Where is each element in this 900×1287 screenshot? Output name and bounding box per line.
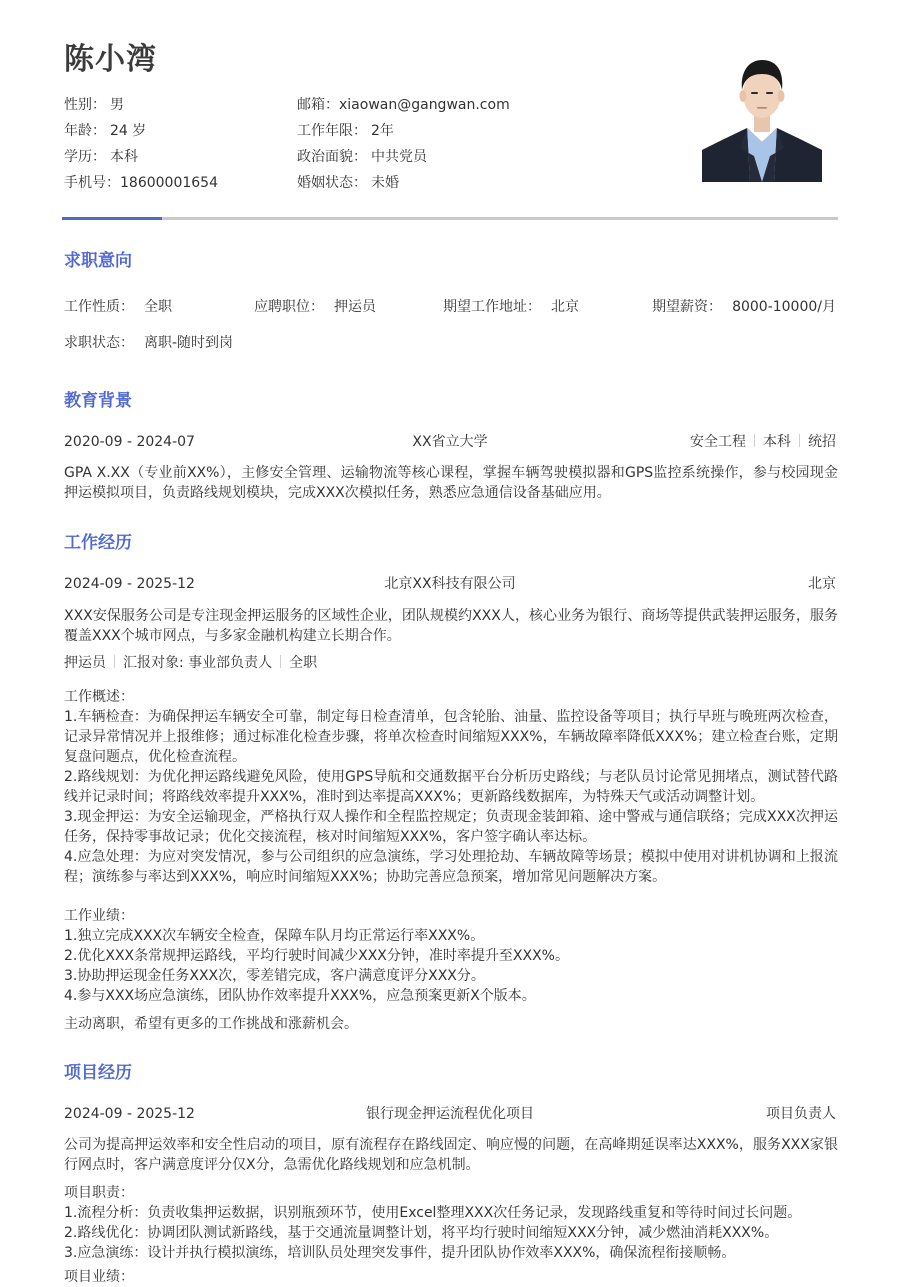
- work-overview-label: 工作概述：: [64, 689, 134, 705]
- info-value: 中共党员: [371, 149, 427, 165]
- portrait-icon: [702, 52, 822, 182]
- intent-status: [64, 333, 233, 353]
- intent-label: 应聘职位：: [254, 299, 324, 315]
- project-duty-2: 2.路线优化：协调团队测试新路线，基于交通流量调整计划，将平均行驶时间缩短XXX分钟，减少燃油消耗XXX%。: [64, 1225, 779, 1241]
- work-header-row: [64, 574, 836, 594]
- work-achievement-4: 4.参与XXX场应急演练，团队协作效率提升XXX%，应急预案更新X个版本。: [64, 988, 536, 1004]
- intent-value: 8000-10000/月: [732, 299, 836, 315]
- info-label: 邮箱：: [297, 97, 339, 113]
- info-phone: [64, 172, 218, 198]
- basic-info-left: [64, 94, 218, 198]
- education-enrollment: 统招: [808, 434, 836, 450]
- info-label: 手机号：: [64, 175, 120, 191]
- education-description: GPA X.XX（专业前XX%），主修安全管理、运输物流等核心课程，掌握车辆驾驶模拟器和GPS监控系统操作，参与校园现金押运模拟项目，负责路线规划模块，完成XXX次模拟任务，熟悉应急通信设备基础应用。: [64, 465, 838, 501]
- section-title-education: 教育背景: [64, 391, 132, 411]
- intent-value: 押运员: [334, 299, 376, 315]
- info-value: 18600001654: [120, 175, 218, 191]
- work-company: 北京XX科技有限公司: [384, 576, 516, 592]
- info-value: 2年: [371, 123, 394, 139]
- info-value: 未婚: [371, 175, 399, 191]
- tag-separator: [280, 655, 281, 668]
- work-overview-item-4: 4.应急处理：为应对突发情况，参与公司组织的应急演练，学习处理抢劫、车辆故障等场景；模拟中使用对讲机协调和上报流程；演练参与率达到XXX%，响应时间缩短XXX%；协助完善应急预案，增加常见问题解决方案。: [64, 849, 838, 885]
- info-political-status: [297, 146, 510, 172]
- tag-separator: [754, 434, 755, 447]
- education-major: 安全工程: [690, 434, 746, 450]
- basic-info-right: [297, 94, 510, 198]
- info-value: 24 岁: [110, 123, 147, 139]
- candidate-name: 陈小湾: [64, 42, 157, 77]
- job-intent-row-1: [64, 297, 836, 317]
- work-company-description: XXX安保服务公司是专注现金押运服务的区域性企业，团队规模约XXX人，核心业务为银行、商场等提供武装押运服务，服务覆盖XXX个城市网点，与多家金融机构建立长期合作。: [64, 608, 838, 644]
- intent-position: [254, 297, 376, 317]
- education-tags: [690, 432, 836, 452]
- work-overview-item-3: 3.现金押运：为安全运输现金，严格执行双人操作和全程监控规定；负责现金装卸箱、途中警戒与通信联络；完成XXX次押运任务，保持零事故记录；优化交接流程，核对时间缩短XXX%，客户签字确认率达标。: [64, 809, 838, 845]
- work-report-to-tag: 汇报对象: 事业部负责人: [123, 655, 273, 671]
- intent-value: 全职: [144, 299, 172, 315]
- info-age: [64, 120, 218, 146]
- work-type-tag: 全职: [289, 655, 318, 671]
- project-header-row: [64, 1104, 836, 1124]
- project-duties-label: 项目职责：: [64, 1185, 134, 1201]
- education-period: 2020-09 - 2024-07: [64, 434, 195, 450]
- intent-label: 期望工作地址：: [443, 299, 541, 315]
- work-location: 北京: [808, 576, 836, 592]
- intent-label: 期望薪资：: [652, 299, 723, 315]
- intent-value: 北京: [551, 299, 579, 315]
- project-role: 项目负责人: [766, 1106, 836, 1122]
- divider-accent: [62, 217, 162, 220]
- info-label: 年龄：: [64, 123, 106, 139]
- work-achievements-label: 工作业绩：: [64, 908, 134, 924]
- info-value: xiaowan@gangwan.com: [339, 97, 510, 113]
- work-title-tag: 押运员: [64, 655, 106, 671]
- work-overview-item-1: 1.车辆检查：为确保押运车辆安全可靠，制定每日检查清单，包含轮胎、油量、监控设备等项目；执行早班与晚班两次检查，记录异常情况并上报维修；通过标准化检查步骤，将单次检查时间缩短XXX%，车辆故障率降低XXX%；建立检查台账，定期复盘问题点，优化检查流程。: [64, 709, 838, 765]
- info-education: [64, 146, 218, 172]
- tag-separator: [114, 655, 115, 668]
- project-period: 2024-09 - 2025-12: [64, 1106, 195, 1122]
- intent-value: 离职-随时到岗: [144, 335, 234, 351]
- info-label: 学历：: [64, 149, 106, 165]
- education-degree: 本科: [763, 434, 791, 450]
- education-school: XX省立大学: [412, 434, 488, 450]
- project-achievements-label: 项目业绩：: [64, 1269, 134, 1285]
- intent-location: [443, 297, 579, 317]
- project-name: 银行现金押运流程优化项目: [366, 1106, 534, 1122]
- work-leave-reason: 主动离职，希望有更多的工作挑战和涨薪机会。: [64, 1016, 358, 1032]
- education-header-row: [64, 432, 836, 452]
- work-achievement-3: 3.协助押运现金任务XXX次，零差错完成，客户满意度评分XXX分。: [64, 968, 485, 984]
- info-label: 工作年限：: [297, 123, 367, 139]
- info-work-years: [297, 120, 510, 146]
- info-email: [297, 94, 510, 120]
- header-divider: [62, 217, 838, 220]
- tag-separator: [799, 434, 800, 447]
- work-achievement-1: 1.独立完成XXX次车辆安全检查，保障车队月均正常运行率XXX%。: [64, 928, 485, 944]
- section-title-job-intent: 求职意向: [64, 251, 132, 271]
- info-marital-status: [297, 172, 510, 198]
- intent-label: 求职状态：: [64, 335, 134, 351]
- project-description: 公司为提高押运效率和安全性启动的项目，原有流程存在路线固定、响应慢的问题，在高峰期延误率达XXX%，服务XXX家银行网点时，客户满意度评分仅X分，急需优化路线规划和应急机制。: [64, 1137, 838, 1173]
- info-value: 本科: [110, 149, 138, 165]
- work-achievement-2: 2.优化XXX条常规押运路线，平均行驶时间减少XXX分钟，准时率提升至XXX%。: [64, 948, 569, 964]
- section-title-project: 项目经历: [64, 1063, 132, 1083]
- info-label: 性别：: [64, 97, 106, 113]
- info-label: 婚姻状态：: [297, 175, 367, 191]
- work-period: 2024-09 - 2025-12: [64, 576, 195, 592]
- intent-work-type: [64, 297, 172, 317]
- work-tags: [64, 653, 317, 673]
- section-title-work: 工作经历: [64, 533, 132, 553]
- info-gender: [64, 94, 218, 120]
- work-overview-item-2: 2.路线规划：为优化押运路线避免风险，使用GPS导航和交通数据平台分析历史路线；与老队员讨论常见拥堵点，测试替代路线并记录时间；将路线效率提升XXX%，准时到达率提高XXX%；更新路线数据库，为特殊天气或活动调整计划。: [64, 769, 838, 805]
- profile-photo: [702, 52, 822, 182]
- project-duty-3: 3.应急演练：设计并执行模拟演练，培训队员处理突发事件，提升团队协作效率XXX%，确保流程衔接顺畅。: [64, 1245, 736, 1261]
- info-value: 男: [110, 97, 124, 113]
- job-intent-row-2: [64, 333, 836, 353]
- intent-salary: [652, 297, 836, 317]
- info-label: 政治面貌：: [297, 149, 367, 165]
- project-duty-1: 1.流程分析：负责收集押运数据，识别瓶颈环节，使用Excel整理XXX次任务记录，发现路线重复和等待时间过长问题。: [64, 1205, 802, 1221]
- intent-label: 工作性质：: [64, 299, 134, 315]
